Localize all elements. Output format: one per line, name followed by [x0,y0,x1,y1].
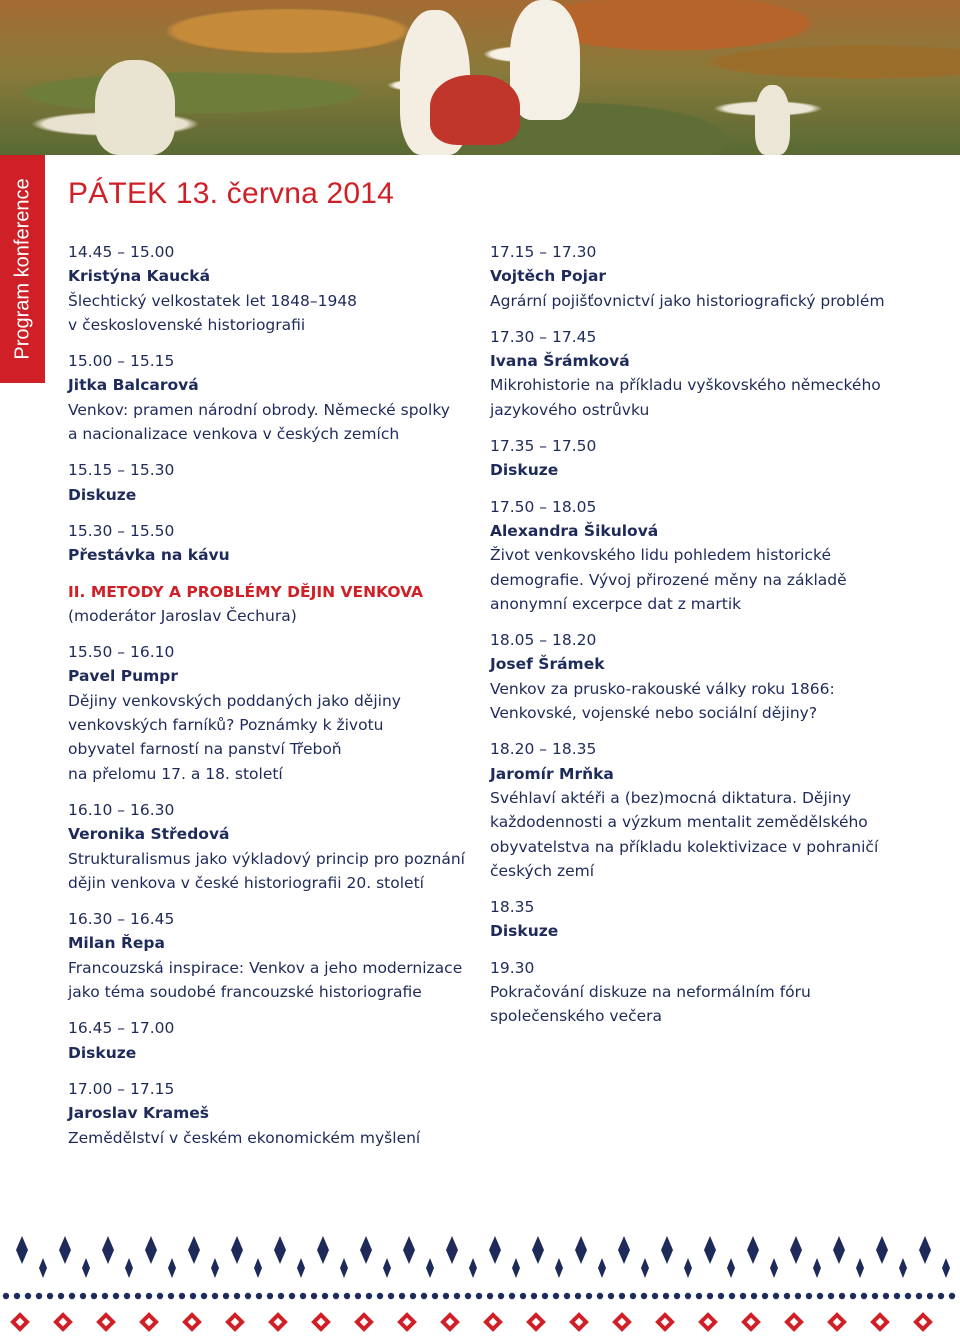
ornament-dot [25,1293,31,1299]
ornament-dot [377,1293,383,1299]
right-column [490,240,890,1041]
ornament-dot [311,1293,317,1299]
ornament-dot [872,1293,878,1299]
item-time: 15.30 – 15.50 [68,521,175,540]
item-topic [68,398,468,447]
item-topic [490,289,890,313]
item-speaker: Diskuze [490,461,559,480]
ornament-diamond [942,1258,950,1278]
program-item [68,798,468,895]
program-item [68,240,468,337]
ornament-dot [828,1293,834,1299]
ornament-diamond [16,1236,28,1264]
sidebar-tab [0,155,45,383]
topic-line: Venkov za prusko-rakouské války roku 1866: [490,679,835,698]
ornament-diamond [317,1236,329,1264]
ornament-dot [355,1293,361,1299]
program-item [490,495,890,616]
ornament-dot [47,1293,53,1299]
ornament-diamond [231,1236,243,1264]
item-topic [490,677,890,726]
item-topic [68,1126,468,1150]
topic-line: českých zemí [490,861,595,880]
ornament-diamond [274,1236,286,1264]
ornament-diamond [598,1258,606,1278]
program-item [490,240,890,313]
ornament-diamond [833,1236,845,1264]
item-speaker: Alexandra Šikulová [490,521,659,540]
item-time: 17.00 – 17.15 [68,1079,175,1098]
ornament-diamond [919,1236,931,1264]
item-time: 16.45 – 17.00 [68,1019,175,1038]
ornament-dot [80,1293,86,1299]
ornament-dot [905,1293,911,1299]
program-item [490,434,890,483]
ornament-dot [300,1293,306,1299]
ornament-diamond [661,1236,673,1264]
program-item [68,458,468,507]
item-time: 17.35 – 17.50 [490,437,597,456]
ornament-dot [564,1293,570,1299]
ornament-dot [278,1293,284,1299]
section-title: II. METODY A PROBLÉMY DĚJIN VENKOVA [68,582,424,601]
topic-line: dějin venkova v české historiografii 20. století [68,873,424,892]
ornament-dot [476,1293,482,1299]
ornament-diamond [489,1236,501,1264]
item-time: 18.20 – 18.35 [490,740,597,759]
topic-line: a nacionalizace venkova v českých zemích [68,425,400,444]
ornament-dot [850,1293,856,1299]
folk-ornament-border [0,1228,960,1344]
ornament-dot [619,1293,625,1299]
ornament-diamond [532,1236,544,1264]
ornament-dot [531,1293,537,1299]
ornament-diamond [145,1236,157,1264]
ornament-dot [113,1293,119,1299]
ornament-dot [201,1293,207,1299]
ornament-diamond [254,1258,262,1278]
ornament-dot [707,1293,713,1299]
ornament-dot [190,1293,196,1299]
item-time: 18.05 – 18.20 [490,631,597,650]
item-topic [68,689,468,786]
ornament-dot [465,1293,471,1299]
item-speaker: Jaroslav Krameš [68,1104,210,1123]
ornament-diamond [383,1258,391,1278]
ornament-dot [124,1293,130,1299]
ornament-dot [938,1293,944,1299]
ornament-diamond [125,1258,133,1278]
ornament-diamond [340,1258,348,1278]
item-topic [490,786,890,883]
item-time: 15.15 – 15.30 [68,461,175,480]
ornament-diamond [856,1258,864,1278]
section-header [68,580,468,629]
ornament-dot [102,1293,108,1299]
topic-line: Agrární pojišťovnictví jako historiografický problém [490,291,885,310]
ornament-dot [630,1293,636,1299]
topic-line: obyvatelstva na příkladu kolektivizace v pohraničí [490,837,879,856]
item-topic [68,956,468,1005]
ornament-dot [696,1293,702,1299]
ornament-dot [69,1293,75,1299]
ornament-diamond [168,1258,176,1278]
topic-line: Pokračování diskuze na neformálním fóru [490,983,811,1002]
topic-line: v československé historiografii [68,315,306,334]
program-item [68,907,468,1004]
item-topic [490,543,890,616]
ornament-dot [157,1293,163,1299]
item-speaker: Kristýna Kaucká [68,267,211,286]
ornament-dot [399,1293,405,1299]
topic-line: Dějiny venkovských poddaných jako dějiny [68,691,401,710]
item-speaker: Diskuze [68,1043,137,1062]
sidebar-label: Program konference [11,178,33,360]
topic-line: na přelomu 17. a 18. století [68,764,283,783]
item-time: 17.50 – 18.05 [490,497,597,516]
ornament-dot [949,1293,955,1299]
ornament-diamond [446,1236,458,1264]
ornament-dot [718,1293,724,1299]
ornament-dot [608,1293,614,1299]
ornament-dot [575,1293,581,1299]
ornament-dot [641,1293,647,1299]
topic-line: každodennosti a výzkum mentalit zemědělského [490,813,868,832]
item-speaker: Diskuze [490,922,559,941]
ornament-diamond [39,1258,47,1278]
item-time: 16.10 – 16.30 [68,800,175,819]
ornament-dot [806,1293,812,1299]
item-speaker: Vojtěch Pojar [490,267,607,286]
ornament-dot [256,1293,262,1299]
ornament-diamond [211,1258,219,1278]
item-time: 19.30 [490,958,535,977]
ornament-dot [267,1293,273,1299]
ornament-dot [135,1293,141,1299]
ornament-dot [817,1293,823,1299]
ornament-dot [509,1293,515,1299]
ornament-diamond [790,1236,802,1264]
item-speaker: Josef Šrámek [490,655,605,674]
ornament-dot [487,1293,493,1299]
ornament-dot [289,1293,295,1299]
painting-figure [755,85,790,155]
program-item [490,956,890,1029]
ornament-diamond [426,1258,434,1278]
ornament-diamond [747,1236,759,1264]
program-item [490,895,890,944]
ornament-diamond [684,1258,692,1278]
ornament-dot [498,1293,504,1299]
topic-line: Život venkovského lidu pohledem historické [490,546,831,565]
ornament-dot [652,1293,658,1299]
ornament-dot [685,1293,691,1299]
ornament-dot [212,1293,218,1299]
topic-line: Francouzská inspirace: Venkov a jeho modernizace [68,958,463,977]
ornament-dot [861,1293,867,1299]
ornament-dot [454,1293,460,1299]
ornament-diamond [82,1258,90,1278]
ornament-dot [542,1293,548,1299]
ornament-dot [762,1293,768,1299]
topic-line: Venkov: pramen národní obrody. Německé spolky [68,400,450,419]
item-topic [490,373,890,422]
item-topic [490,980,890,1029]
ornament-dot [421,1293,427,1299]
item-speaker: Jaromír Mrňka [490,764,614,783]
ornament-dot [388,1293,394,1299]
painting-figure [510,0,580,120]
topic-line: Strukturalismus jako výkladový princip pro poznání [68,849,465,868]
ornament-diamond [403,1236,415,1264]
item-time: 17.30 – 17.45 [490,327,597,346]
topic-line: Venkovské, vojenské nebo sociální dějiny? [490,704,818,723]
topic-line: Mikrohistorie na příkladu vyškovského německého [490,376,881,395]
program-item [68,349,468,446]
ornament-dot [674,1293,680,1299]
topic-line: anonymní excerpce dat z martik [490,594,742,613]
ornament-diamond [297,1258,305,1278]
topic-line: demografie. Vývoj přirozené měny na základě [490,570,847,589]
program-item [490,628,890,725]
ornament-diamond [618,1236,630,1264]
ornament-dot [883,1293,889,1299]
ornament-dot [3,1293,9,1299]
item-speaker: Přestávka na kávu [68,546,230,565]
ornament-dot [146,1293,152,1299]
section-moderator: (moderátor Jaroslav Čechura) [68,606,297,625]
ornament-dot [729,1293,735,1299]
ornament-dot [663,1293,669,1299]
item-topic [68,289,468,338]
item-time: 14.45 – 15.00 [68,243,175,261]
ornament-dot [344,1293,350,1299]
item-time: 16.30 – 16.45 [68,910,175,929]
ornament-dot [927,1293,933,1299]
ornament-dot [751,1293,757,1299]
ornament-dot [432,1293,438,1299]
topic-line: Šlechtický velkostatek let 1848–1948 [68,291,358,310]
ornament-dot [894,1293,900,1299]
ornament-dot [179,1293,185,1299]
left-column [68,240,468,1162]
ornament-dot [322,1293,328,1299]
ornament-diamond [899,1258,907,1278]
topic-line: obyvatel farností na panství Třeboň [68,740,342,759]
ornament-dot [14,1293,20,1299]
item-speaker: Ivana Šrámková [490,352,630,371]
item-time: 18.35 [490,898,535,917]
ornament-dot [410,1293,416,1299]
program-item [68,1077,468,1150]
item-time: 17.15 – 17.30 [490,243,597,261]
painting-figure [430,75,520,145]
item-speaker: Pavel Pumpr [68,667,179,686]
ornament-dot [366,1293,372,1299]
ornament-dot [58,1293,64,1299]
ornament-diamond [876,1236,888,1264]
topic-line: jazykového ostrůvku [490,400,650,419]
ornament-dot [36,1293,42,1299]
ornament-diamond [770,1258,778,1278]
program-item [68,1016,468,1065]
topic-line: Svéhlaví aktéři a (bez)mocná diktatura. Dějiny [490,788,852,807]
ornament-dot [245,1293,251,1299]
ornament-dot [520,1293,526,1299]
item-speaker: Jitka Balcarová [68,376,199,395]
ornament-dot [333,1293,339,1299]
day-title: PÁTEK 13. června 2014 [68,177,395,210]
program-item [68,640,468,786]
program-item [490,325,890,422]
topic-line: jako téma soudobé francouzské historiografie [68,983,422,1002]
ornament-dot [586,1293,592,1299]
header-painting [0,0,960,155]
ornament-diamond [641,1258,649,1278]
ornament-diamond [704,1236,716,1264]
ornament-dot [91,1293,97,1299]
ornament-diamond [59,1236,71,1264]
item-time: 15.50 – 16.10 [68,643,175,662]
ornament-dot [916,1293,922,1299]
item-topic [68,847,468,896]
ornament-diamond [512,1258,520,1278]
ornament-diamond [727,1258,735,1278]
item-speaker: Milan Řepa [68,934,165,953]
ornament-diamond [469,1258,477,1278]
ornament-diamond [555,1258,563,1278]
ornament-dot [234,1293,240,1299]
ornament-diamond [575,1236,587,1264]
ornament-diamond [188,1236,200,1264]
ornament-dot [168,1293,174,1299]
ornament-dot [839,1293,845,1299]
painting-figure [95,60,175,155]
ornament-dot [223,1293,229,1299]
ornament-dot [597,1293,603,1299]
topic-line: Zemědělství v českém ekonomickém myšlení [68,1128,421,1147]
program-item [490,737,890,883]
topic-line: venkovských farníků? Poznámky k životu [68,716,384,735]
ornament-dot [443,1293,449,1299]
ornament-diamond [360,1236,372,1264]
ornament-dot [740,1293,746,1299]
ornament-dot [784,1293,790,1299]
item-speaker: Diskuze [68,485,137,504]
ornament-dot [773,1293,779,1299]
ornament-dot [795,1293,801,1299]
item-time: 15.00 – 15.15 [68,352,175,371]
ornament-diamond [813,1258,821,1278]
topic-line: společenského večera [490,1007,663,1026]
item-speaker: Veronika Středová [68,825,230,844]
ornament-dot [553,1293,559,1299]
ornament-diamond [102,1236,114,1264]
program-item [68,519,468,568]
